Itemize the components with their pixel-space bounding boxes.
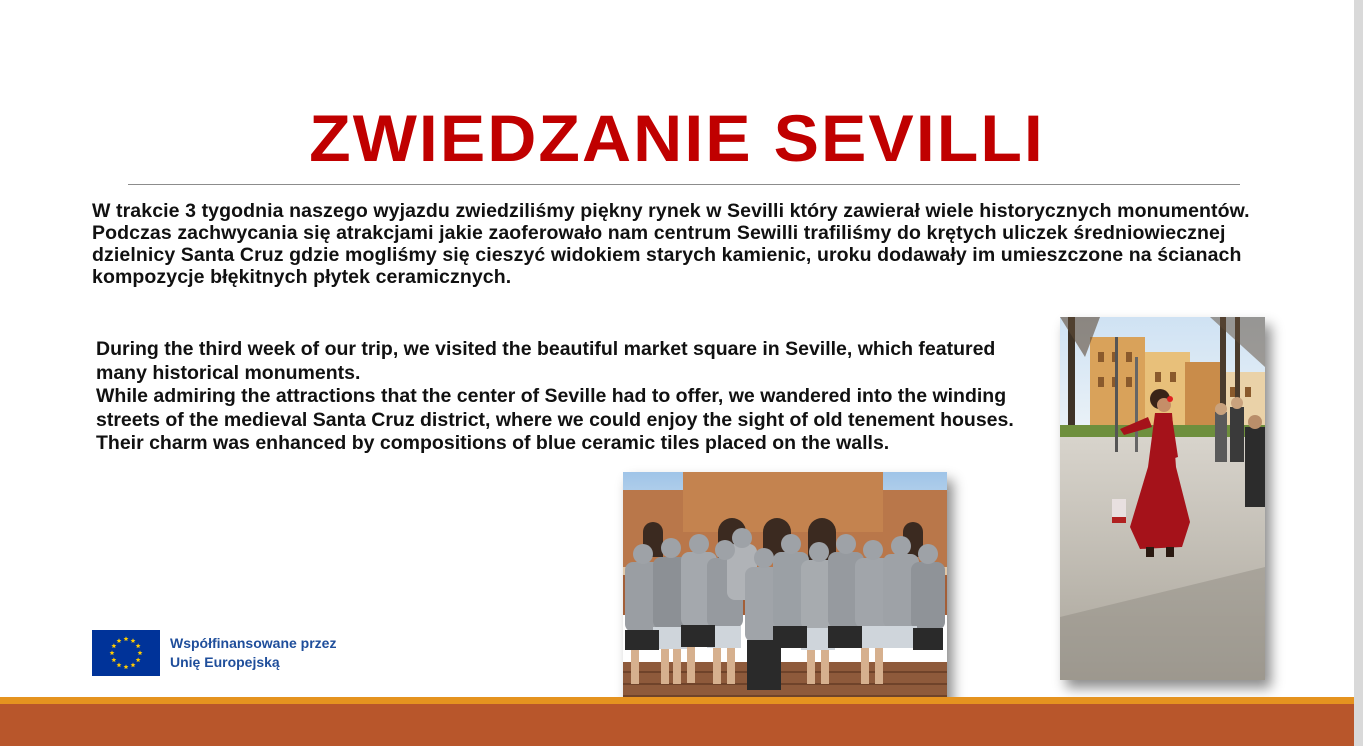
slide-title: ZWIEDZANIE SEVILLI [309,101,1045,175]
footer-accent-stripe [0,697,1354,704]
flamenco-dancer-photo [1060,317,1265,680]
eu-label [170,634,336,672]
english-paragraph-2: While admiring the attractions that the center of Seville had to offer, we wandered into the winding streets of the medieval Santa Cruz district, where we could enjoy the sight of old tenement houses. Their charm was enhanced by compositions of blue ceramic tiles placed on the walls. [96,385,1014,454]
footer-bar [0,704,1354,746]
group-plaza-photo [623,472,947,714]
eu-cofinancing-logo [92,630,336,676]
title-divider [128,184,1240,185]
polish-paragraph: W trakcie 3 tygodnia naszego wyjazdu zwiedziliśmy piękny rynek w Sevilli który zawierał wiele historycznych monumentów. Podczas zachwycania się atrakcjami jakie zaoferowało nam centrum Sewilli trafiliśmy do krętych uliczek średniowiecznej dzielnicy Santa Cruz gdzie mogliśmy się cieszyć widokiem starych kamienic, uroku dodawały im umieszczone na ścianach kompozycje błękitnych płytek ceramicznych. [92,200,1250,288]
english-text [96,338,1026,456]
english-paragraph-1: During the third week of our trip, we visited the beautiful market square in Seville, which featured many historical monuments. [96,338,996,384]
eu-label-line1: Współfinansowane przez [170,635,337,651]
eu-flag-icon [92,630,160,676]
eu-label-line2: Unię Europejską [170,654,280,670]
window-edge [1354,0,1363,746]
